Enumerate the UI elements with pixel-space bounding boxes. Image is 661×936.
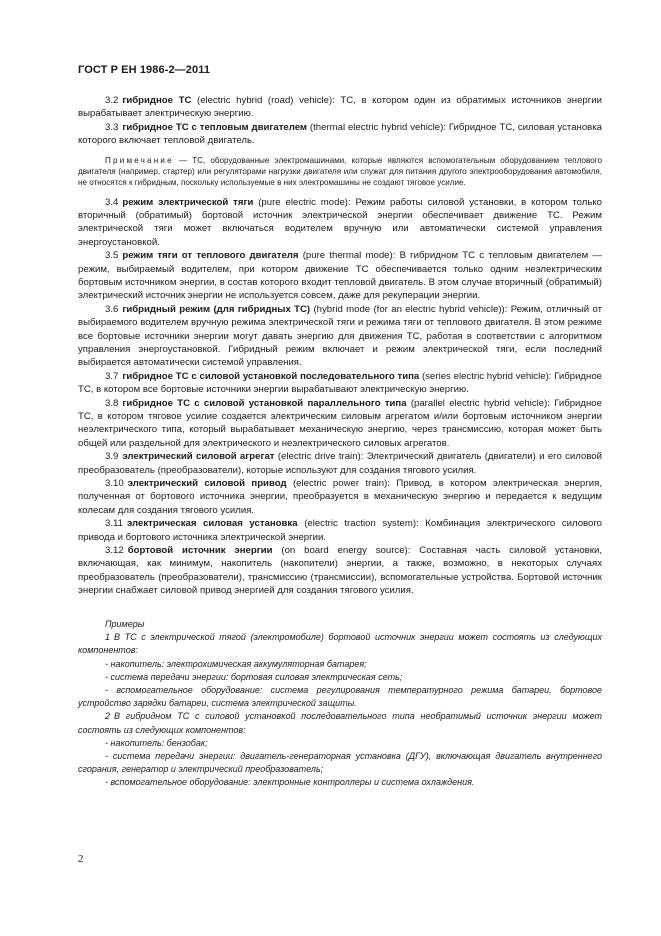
clause-text: (pure thermal mode): В гибридном ТС с тепловым двигателем — режим, выбираемый водителем, при котором движение ТС обеспечивается только одним неэлектрическим бортовым источником энергии, в состав которого входит тепловой двигатель. В этом случае вторичный (обратимый) электрический источник энергии не используется совсем, даже для рекуперации энергии. [78, 250, 603, 302]
example-text: - вспомогательное оборудование: система регулирования температурного режима батареи, бортовое устройство зарядки батареи, система электрической защиты. [78, 684, 602, 709]
example-text: - система передачи энергии: двигатель-генераторная установка (ДГУ), включающая двигатель внутреннего сгорания, генератор и электрический преобразователь; [78, 750, 602, 775]
definition-3-11 [78, 517, 602, 544]
clause-term: гибридный режим (для гибридных ТС) [122, 303, 311, 315]
clause-number: 3.8 [105, 397, 119, 409]
clause-text: (electric drive train): Электрический двигатель (двигатели) и его силовой преобразователь (преобразователи), которые используют для создания тягового усилия. [78, 451, 603, 476]
definition-3-7 [78, 370, 602, 397]
example-text: - система передачи энергии: бортовая силовая электрическая сеть; [105, 671, 403, 682]
clause-text: (electric power train): Привод, в котором электрическая энергия, полученная от бортового источника энергии, преобразуется в механическую энергию и передается к ведущим колесам для создания тягового усилия. [78, 478, 602, 516]
clause-term: гибридное ТС с силовой установкой параллельного типа [122, 397, 407, 409]
definition-3-6 [78, 303, 602, 370]
clause-text: (hybrid mode (for an electric hybrid vehicle)): Режим, отличный от выбираемого водителем вручную режима электрической тяги и режима тяги от теплового двигателя. В этом режиме все бортовые источники энергии могут давать энергию для движения ТС, работая в соответствии с алгоритмом управления энергоустановкой. Гибридный режим включает и режим электрической тяги, если последний выбирается автоматически системой управления. [78, 303, 603, 369]
example-text: - накопитель: электрохимическая аккумуляторная батарея; [105, 658, 367, 669]
clause-number: 3.4 [105, 196, 119, 208]
clause-number: 3.2 [105, 95, 119, 106]
definition-3-5 [78, 249, 602, 303]
clause-text: (electric traction system): Комбинация электрического силового привода и бортового источника электрической энергии. [78, 518, 602, 543]
example-text: В ТС с электрической тягой (электромобиле) бортовой источник энергии может состоять из следующих компонентов: [78, 632, 602, 656]
document-header: ГОСТ Р ЕН 1986-2—2011 [78, 64, 211, 76]
clause-text: (pure electric mode): Режим работы силовой установки, в котором только вторичный (обратимый) бортовой источник электрической энергии обеспечивает движение ТС. Режим электрической тяги может включаться водителем вручную или автоматически системой управления энергоустановкой. [78, 196, 602, 248]
example-line [78, 750, 602, 776]
clause-text: (parallel electric hybrid vehicle): Гибридное ТС, в котором тяговое усилие создается электрическим силовым агрегатом и/или бортовым источником энергии неэлектрического типа, который вырабатывает механическую энергию, через трансмиссию, которая может быть общей или раздельной для электрического и неэлектрического силовых агрегатов. [78, 397, 602, 449]
note-label: Примечание [105, 155, 174, 165]
clause-term: электрический силовой привод [127, 478, 287, 490]
definition-3-3 [78, 121, 602, 148]
clause-term: режим тяги от теплового двигателя [122, 250, 299, 262]
example-line [78, 776, 602, 789]
example-text: В гибридном ТС с силовой установкой последовательного типа необратимый источник энергии может состоять из следующих компонентов: [78, 711, 602, 735]
example-line [78, 658, 602, 671]
definition-3-4 [78, 196, 602, 250]
example-line [78, 671, 602, 684]
clause-text: (electric hybrid (road) vehicle): ТС, в котором один из обратимых источников энергии вырабатывает электрическую энергию. [78, 95, 602, 120]
definition-3-12 [78, 544, 602, 598]
clause-term: гибридное ТС с силовой установкой последовательного типа [122, 370, 420, 382]
clause-term: электрический силовой агрегат [122, 451, 275, 463]
clause-text: (thermal electric hybrid vehicle): Гибридное ТС, силовая установка которого включает тепловой двигатель. [78, 121, 603, 147]
example-text: - вспомогательное оборудование: электронные контроллеры и система охлаждения. [105, 777, 475, 788]
clause-text: (on board energy source): Составная часть силовой установки, включающая, как минимум, накопитель (накопители) энергии, а также, возможно, в некоторых случаях преобразователь (преобразователи), трансмиссию (трансмиссии), вспомогательные устройства. Бортовой источник энергии снабжает силовой привод энергией для создания тягового усилия. [78, 545, 603, 597]
clause-term: бортовой источник энергии [127, 545, 273, 557]
example-number: 1 [105, 632, 111, 643]
clause-number: 3.5 [105, 250, 119, 262]
examples-title: Примеры [105, 618, 145, 629]
example-line [78, 631, 602, 657]
clause-text: (series electric hybrid vehicle): Гибридное ТС, в котором все бортовые источники энергии вырабатывают электрическую энергию. [78, 370, 602, 396]
clause-number: 3.7 [105, 370, 119, 382]
clause-term: электрическая силовая установка [126, 518, 298, 530]
definition-3-10 [78, 477, 602, 517]
note-text: — ТС, оборудованные электромашинами, которые являются вспомогательным оборудованием теплового двигателя (например, стартер) или регуляторами нагрузки двигателя или служат для питания другого электрооборудования автомобиля, не относятся к гибридным, поскольку используемые в них электромашины не создают тяговое усилие. [78, 155, 602, 188]
clause-number: 3.12 [105, 545, 124, 557]
page-number: 2 [78, 853, 84, 865]
example-number: 2 [105, 711, 111, 722]
clause-term: гибридное ТС с тепловым двигателем [122, 121, 308, 133]
document-body [78, 94, 602, 790]
example-line [78, 684, 602, 710]
definition-3-8 [78, 397, 602, 451]
example-line [78, 710, 602, 736]
clause-number: 3.9 [105, 451, 119, 463]
clause-number: 3.11 [105, 518, 123, 530]
clause-term: режим электрической тяги [122, 196, 254, 208]
example-text: - накопитель: бензобак; [105, 737, 208, 748]
note [78, 155, 602, 189]
example-line [78, 737, 602, 750]
definition-3-2 [78, 94, 602, 121]
clause-number: 3.3 [105, 121, 119, 133]
definition-3-9 [78, 450, 602, 477]
clause-number: 3.6 [105, 303, 119, 315]
clause-term: гибридное ТС [122, 95, 192, 106]
clause-number: 3.10 [105, 478, 124, 490]
